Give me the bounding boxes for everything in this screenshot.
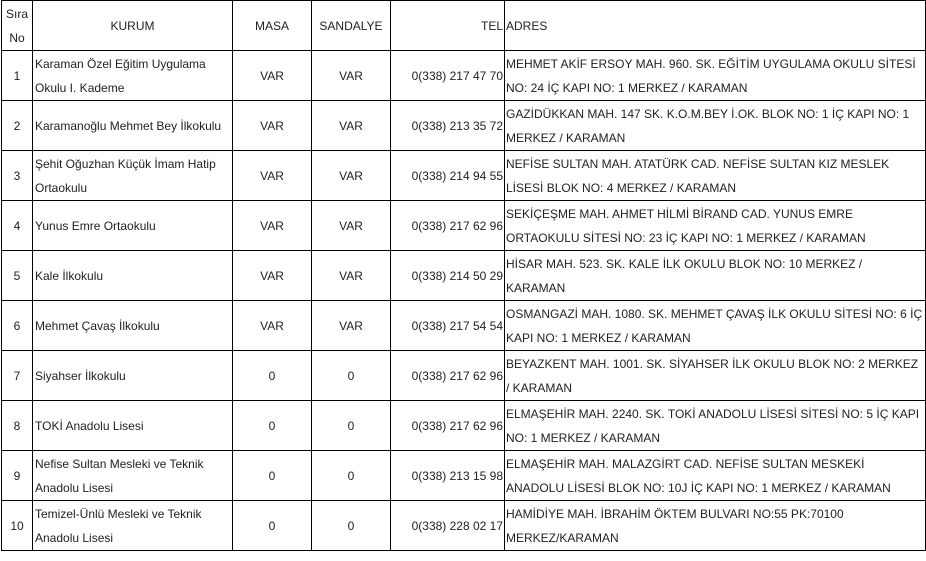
cell-sira-no: 4	[2, 201, 33, 251]
cell-adres: ELMAŞEHİR MAH. 2240. SK. TOKİ ANADOLU LİSESİ SİTESİ NO: 5 İÇ KAPI NO: 1 MERKEZ / KARAMAN	[505, 401, 926, 451]
cell-sandalye: 0	[312, 501, 391, 551]
cell-kurum: Kale İlkokulu	[33, 251, 233, 301]
table-row	[2, 251, 926, 301]
table-row	[2, 351, 926, 401]
table-row	[2, 301, 926, 351]
cell-masa: VAR	[233, 301, 312, 351]
cell-masa: VAR	[233, 101, 312, 151]
cell-sira-no: 8	[2, 401, 33, 451]
cell-kurum: Karaman Özel Eğitim Uygulama Okulu I. Kademe	[33, 51, 233, 101]
cell-adres: ELMAŞEHİR MAH. MALAZGİRT CAD. NEFİSE SULTAN MESKEKİ ANADOLU LİSESİ BLOK NO: 10J İÇ KAPI NO: 1 MERKEZ / KARAMAN	[505, 451, 926, 501]
cell-adres: SEKİÇEŞME MAH. AHMET HİLMİ BİRAND CAD. YUNUS EMRE ORTAOKULU SİTESİ NO: 23 İÇ KAPI NO: 1 MERKEZ / KARAMAN	[505, 201, 926, 251]
cell-sira-no: 7	[2, 351, 33, 401]
table-row	[2, 51, 926, 101]
cell-masa: 0	[233, 451, 312, 501]
table-row	[2, 151, 926, 201]
cell-sira-no: 10	[2, 501, 33, 551]
cell-adres: BEYAZKENT MAH. 1001. SK. SİYAHSER İLK OKULU BLOK NO: 2 MERKEZ / KARAMAN	[505, 351, 926, 401]
cell-kurum: Temizel-Ünlü Mesleki ve Teknik Anadolu Lisesi	[33, 501, 233, 551]
cell-sandalye: VAR	[312, 201, 391, 251]
header-adres: ADRES	[505, 1, 926, 51]
cell-masa: VAR	[233, 151, 312, 201]
cell-kurum: Şehit Oğuzhan Küçük İmam Hatip Ortaokulu	[33, 151, 233, 201]
cell-tel: 0(338) 213 35 72	[391, 101, 505, 151]
cell-kurum: Karamanoğlu Mehmet Bey İlkokulu	[33, 101, 233, 151]
table-row	[2, 451, 926, 501]
cell-masa: 0	[233, 501, 312, 551]
cell-masa: VAR	[233, 51, 312, 101]
cell-sira-no: 5	[2, 251, 33, 301]
cell-kurum: Siyahser İlkokulu	[33, 351, 233, 401]
cell-sira-no: 3	[2, 151, 33, 201]
cell-adres: OSMANGAZİ MAH. 1080. SK. MEHMET ÇAVAŞ İLK OKULU SİTESİ NO: 6 İÇ KAPI NO: 1 MERKEZ / KARAMAN	[505, 301, 926, 351]
header-masa: MASA	[233, 1, 312, 51]
cell-sandalye: VAR	[312, 101, 391, 151]
header-kurum: KURUM	[33, 1, 233, 51]
header-sandalye: SANDALYE	[312, 1, 391, 51]
cell-sandalye: VAR	[312, 51, 391, 101]
cell-kurum: Mehmet Çavaş İlkokulu	[33, 301, 233, 351]
table-row	[2, 201, 926, 251]
cell-sira-no: 6	[2, 301, 33, 351]
cell-masa: 0	[233, 351, 312, 401]
table-body	[2, 51, 926, 551]
cell-tel: 0(338) 213 15 98	[391, 451, 505, 501]
cell-masa: VAR	[233, 251, 312, 301]
cell-kurum: TOKİ Anadolu Lisesi	[33, 401, 233, 451]
cell-tel: 0(338) 217 62 96	[391, 401, 505, 451]
cell-tel: 0(338) 228 02 17	[391, 501, 505, 551]
table-row	[2, 401, 926, 451]
table-row	[2, 501, 926, 551]
cell-sira-no: 9	[2, 451, 33, 501]
cell-tel: 0(338) 217 62 96	[391, 351, 505, 401]
cell-sandalye: VAR	[312, 151, 391, 201]
cell-masa: VAR	[233, 201, 312, 251]
header-tel: TEL	[391, 1, 505, 51]
cell-sandalye: 0	[312, 451, 391, 501]
cell-sandalye: VAR	[312, 301, 391, 351]
table-row	[2, 101, 926, 151]
cell-kurum: Yunus Emre Ortaokulu	[33, 201, 233, 251]
cell-tel: 0(338) 214 50 29	[391, 251, 505, 301]
table-header-row	[2, 1, 926, 51]
cell-masa: 0	[233, 401, 312, 451]
cell-sandalye: 0	[312, 351, 391, 401]
cell-sira-no: 1	[2, 51, 33, 101]
cell-adres: MEHMET AKİF ERSOY MAH. 960. SK. EĞİTİM UYGULAMA OKULU SİTESİ NO: 24 İÇ KAPI NO: 1 MERKEZ / KARAMAN	[505, 51, 926, 101]
cell-tel: 0(338) 217 47 70	[391, 51, 505, 101]
institutions-table	[1, 0, 926, 551]
cell-adres: HAMİDİYE MAH. İBRAHİM ÖKTEM BULVARI NO:55 PK:70100 MERKEZ/KARAMAN	[505, 501, 926, 551]
cell-adres: NEFİSE SULTAN MAH. ATATÜRK CAD. NEFİSE SULTAN KIZ MESLEK LİSESİ BLOK NO: 4 MERKEZ / KARAMAN	[505, 151, 926, 201]
header-sira-no: Sıra No	[2, 1, 33, 51]
cell-tel: 0(338) 217 62 96	[391, 201, 505, 251]
cell-sira-no: 2	[2, 101, 33, 151]
cell-sandalye: VAR	[312, 251, 391, 301]
cell-adres: HİSAR MAH. 523. SK. KALE İLK OKULU BLOK NO: 10 MERKEZ / KARAMAN	[505, 251, 926, 301]
cell-kurum: Nefise Sultan Mesleki ve Teknik Anadolu Lisesi	[33, 451, 233, 501]
cell-sandalye: 0	[312, 401, 391, 451]
cell-tel: 0(338) 214 94 55	[391, 151, 505, 201]
cell-adres: GAZİDÜKKAN MAH. 147 SK. K.O.M.BEY İ.OK. BLOK NO: 1 İÇ KAPI NO: 1 MERKEZ / KARAMAN	[505, 101, 926, 151]
cell-tel: 0(338) 217 54 54	[391, 301, 505, 351]
